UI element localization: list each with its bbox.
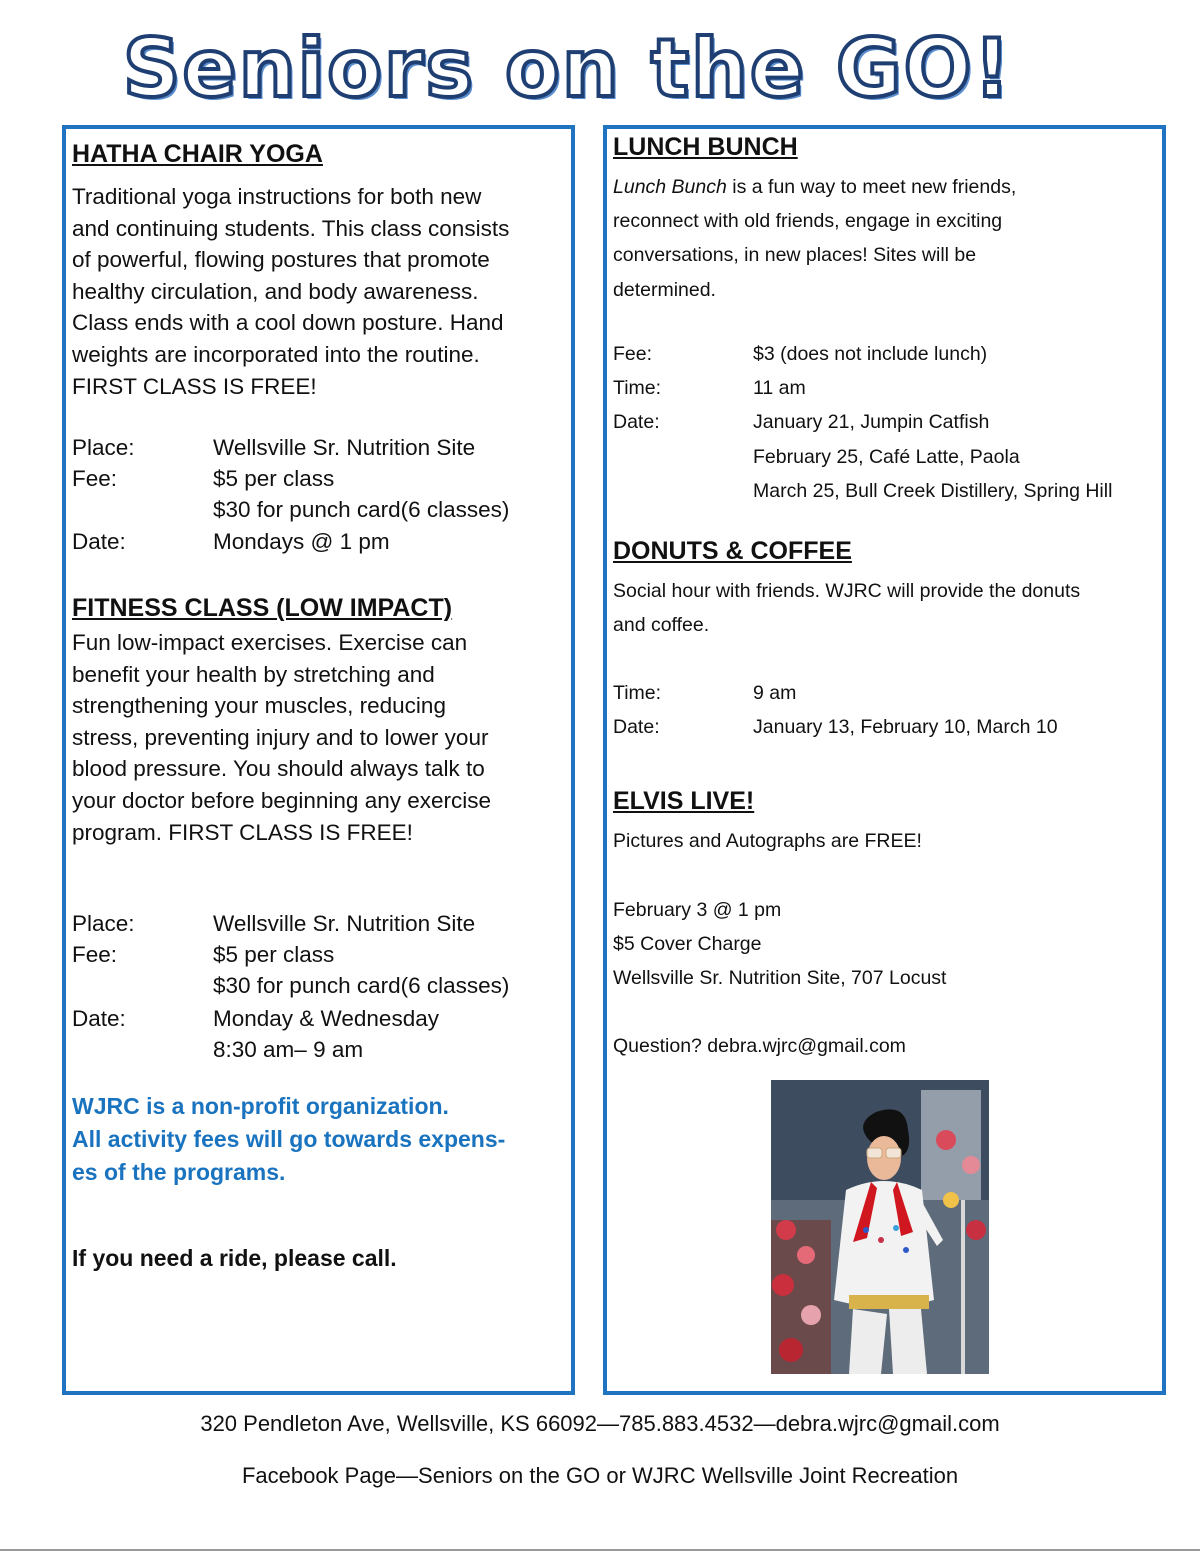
lunch-date-label: Date: — [613, 411, 660, 433]
fitness-line: Fun low-impact exercises. Exercise can — [72, 630, 468, 655]
lunch-intro — [613, 170, 1016, 204]
nonprofit-notice — [72, 1090, 567, 1189]
elvis-heading: ELVIS LIVE! — [613, 787, 755, 815]
donuts-time: 9 am — [753, 682, 797, 704]
yoga-line: Class ends with a cool down posture. Hand — [72, 310, 504, 336]
elvis-line: February 3 @ 1 pm — [613, 899, 782, 921]
yoga-fee-2: $30 for punch card(6 classes) — [213, 497, 510, 522]
yoga-date: Mondays @ 1 pm — [213, 529, 390, 554]
yoga-heading: HATHA CHAIR YOGA — [72, 140, 323, 168]
fitness-date-2: 8:30 am– 9 am — [213, 1037, 364, 1062]
yoga-place-label: Place: — [72, 435, 135, 460]
donuts-heading: DONUTS & COFFEE — [613, 537, 852, 565]
fitness-date-1: Monday & Wednesday — [213, 1006, 439, 1031]
fitness-place: Wellsville Sr. Nutrition Site — [213, 911, 476, 936]
elvis-details — [613, 893, 946, 996]
fitness-line: program. FIRST CLASS IS FREE! — [72, 819, 413, 845]
elvis-line: Wellsville Sr. Nutrition Site, 707 Locust — [613, 967, 947, 990]
donuts-description — [613, 574, 1080, 642]
lunch-date-1: January 21, Jumpin Catfish — [753, 411, 990, 433]
lunch-fee-label: Fee: — [613, 343, 653, 365]
question-contact: Question? debra.wjrc@gmail.com — [613, 1035, 906, 1057]
fitness-line: strengthening your muscles, reducing — [72, 693, 446, 719]
lunch-intro-rest: is a fun way to meet new friends, — [726, 176, 1017, 198]
fitness-date-label: Date: — [72, 1006, 126, 1031]
footer-facebook: Facebook Page—Seniors on the GO or WJRC Wellsville Joint Recreation — [241, 1463, 959, 1488]
yoga-line: and continuing students. This class consists — [72, 215, 510, 241]
yoga-line: FIRST CLASS IS FREE! — [72, 373, 317, 399]
fitness-place-label: Place: — [72, 911, 135, 936]
elvis-photo-illustration — [771, 1080, 989, 1374]
yoga-date-label: Date: — [72, 529, 126, 554]
lunch-date-3: March 25, Bull Creek Distillery, Spring Hill — [753, 480, 1113, 502]
donuts-line: and coffee. — [613, 614, 710, 637]
lunch-time: 11 am — [753, 377, 806, 399]
donuts-line: Social hour with friends. WJRC will provide the donuts — [613, 580, 1081, 602]
lunch-time-label: Time: — [613, 377, 662, 399]
yoga-line: of powerful, flowing postures that promote — [72, 247, 490, 273]
yoga-fee-1: $5 per class — [213, 466, 335, 491]
yoga-place: Wellsville Sr. Nutrition Site — [213, 435, 476, 460]
lunch-fee: $3 (does not include lunch) — [753, 343, 988, 365]
fitness-line: benefit your health by stretching and — [72, 661, 435, 687]
fitness-fee-1: $5 per class — [213, 942, 335, 967]
elvis-line: $5 Cover Charge — [613, 933, 762, 956]
donuts-date-label: Date: — [613, 716, 660, 738]
fitness-heading: FITNESS CLASS (LOW IMPACT) — [72, 594, 453, 622]
fitness-fee-label: Fee: — [72, 942, 118, 967]
lunch-line: reconnect with old friends, engage in exciting — [613, 210, 1003, 233]
page-bottom-border — [0, 1549, 1200, 1551]
fitness-description — [72, 627, 491, 848]
nonprofit-line: WJRC is a non-profit organization. — [72, 1093, 449, 1119]
donuts-time-label: Time: — [613, 682, 662, 704]
elvis-tagline: Pictures and Autographs are FREE! — [613, 830, 922, 852]
fitness-fee-2: $30 for punch card(6 classes) — [213, 973, 510, 998]
fitness-line: blood pressure. You should always talk to — [72, 756, 485, 782]
fitness-line: stress, preventing injury and to lower your — [72, 724, 489, 750]
fitness-line: your doctor before beginning any exercise — [72, 787, 492, 813]
yoga-line: Traditional yoga instructions for both new — [72, 184, 482, 209]
lunch-description — [613, 170, 1016, 307]
lunch-line: conversations, in new places! Sites will be — [613, 244, 977, 267]
lunch-intro-italic: Lunch Bunch — [613, 176, 727, 198]
yoga-line: healthy circulation, and body awareness. — [72, 278, 479, 304]
lunch-date-2: February 25, Café Latte, Paola — [753, 446, 1020, 468]
footer-contact: 320 Pendleton Ave, Wellsville, KS 66092—785.883.4532—debra.wjrc@gmail.com — [200, 1411, 1000, 1436]
ride-notice: If you need a ride, please call. — [72, 1245, 397, 1271]
nonprofit-line: es of the programs. — [72, 1159, 286, 1185]
nonprofit-line: All activity fees will go towards expens- — [72, 1126, 506, 1152]
yoga-fee-label: Fee: — [72, 466, 118, 491]
donuts-date: January 13, February 10, March 10 — [753, 716, 1058, 738]
lunch-heading: LUNCH BUNCH — [613, 133, 798, 161]
page-title: Seniors on the GO! — [122, 22, 1013, 115]
yoga-line: weights are incorporated into the routine. — [72, 341, 480, 367]
lunch-line: determined. — [613, 278, 716, 301]
elvis-photo — [771, 1080, 989, 1374]
yoga-description — [72, 181, 509, 402]
